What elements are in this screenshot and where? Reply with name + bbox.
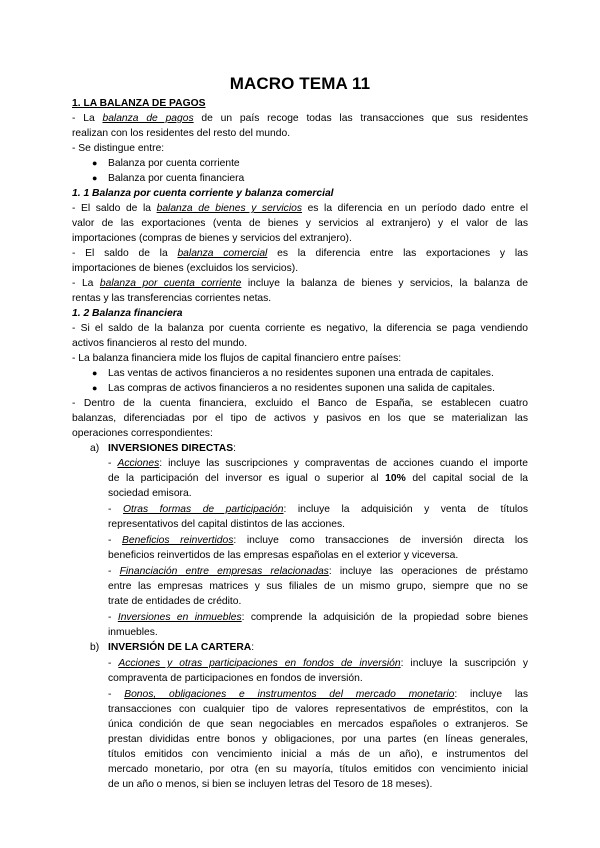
- paragraph-line: activos financieros al resto del mundo.: [72, 338, 248, 349]
- paragraph-line: representativos del capital distintos de las acciones.: [108, 519, 345, 530]
- paragraph-line: - Si el saldo de la balanza por cuenta corriente es negativo, la diferencia se paga vendiendo: [72, 323, 528, 334]
- term-balanza-de-pagos: balanza de pagos: [102, 113, 194, 124]
- list-label-a: a): [90, 443, 100, 454]
- list-label-b: b): [90, 642, 100, 653]
- list-item: Balanza por cuenta financiera: [108, 173, 245, 184]
- paragraph-line: de un año o menos, si bien se incluyen letras del Tesoro de 18 meses).: [108, 779, 433, 790]
- paragraph-line: prestan divididas entre bonos y obligaciones, por una partes (en líneas generales,: [108, 734, 528, 745]
- term-balanza-comercial: balanza comercial: [177, 248, 268, 259]
- document-title: MACRO TEMA 11: [229, 74, 371, 93]
- paragraph-line: operaciones correspondientes:: [72, 428, 213, 439]
- paragraph-line: títulos emitidos con vencimiento inicial a más de un año), e instrumentos del: [108, 749, 528, 760]
- section-heading-balanza-de-pagos: 1. LA BALANZA DE PAGOS: [72, 98, 206, 109]
- paragraph-line: compraventa de participaciones en fondos de inversión.: [108, 673, 363, 684]
- term-otras-formas-participacion: Otras formas de participación: [122, 504, 284, 515]
- term-inversiones-inmuebles: Inversiones en inmuebles: [117, 612, 242, 623]
- paragraph-line: única condición de que sean negociables en mercados españoles o extranjeros. Se: [108, 719, 528, 730]
- paragraph-line: balanzas, diferenciadas por el tipo de activos y pasivos en los que se materializan las: [72, 413, 528, 424]
- paragraph-line: - Se distingue entre:: [72, 143, 165, 154]
- term-acciones: Acciones: [117, 458, 160, 469]
- paragraph-line: - El saldo de la balanza de bienes y servicios es la diferencia en un período dado entre el: [72, 203, 528, 214]
- paragraph-line: trate de entidades de crédito.: [108, 596, 242, 607]
- paragraph-line: beneficios reinvertidos de las empresas españolas en el exterior y viceversa.: [108, 550, 459, 561]
- paragraph-line: - Otras formas de participación: incluye la adquisición y venta de títulos: [108, 504, 528, 515]
- term-balanza-bienes-servicios: balanza de bienes y servicios: [156, 203, 302, 214]
- term-balanza-cuenta-corriente: balanza por cuenta corriente: [99, 278, 242, 289]
- paragraph-line: de la participación del inversor es igual o superior al 10% del capital social de la: [108, 473, 528, 484]
- paragraph-line: realizan con los residentes del resto del mundo.: [72, 128, 291, 139]
- paragraph-line: importaciones (compras de bienes y servicios del extranjero).: [72, 233, 352, 244]
- paragraph-line: transacciones con cualquier tipo de valores representativos de empréstitos, con la: [108, 704, 528, 715]
- list-heading-inversion-cartera: INVERSIÓN DE LA CARTERA:: [108, 642, 255, 653]
- paragraph-line: valor de las exportaciones (venta de bienes y servicios al extranjero) y el valor de las: [72, 218, 528, 229]
- bullet-icon: ●: [92, 368, 98, 378]
- paragraph-line: - Financiación entre empresas relacionadas: incluye las operaciones de préstamo: [108, 566, 529, 577]
- list-item: Las ventas de activos financieros a no residentes suponen una entrada de capitales.: [108, 368, 494, 379]
- bullet-icon: ●: [92, 158, 98, 168]
- paragraph-line: sociedad emisora.: [108, 488, 192, 499]
- term-bonos-obligaciones: Bonos, obligaciones e instrumentos del mercado monetario: [124, 689, 455, 700]
- paragraph-line: inmuebles.: [108, 627, 158, 638]
- term-acciones-fondos-inversion: Acciones y otras participaciones en fondos de inversión: [118, 658, 401, 669]
- list-heading-inversiones-directas: INVERSIONES DIRECTAS:: [108, 443, 236, 454]
- paragraph-line: - La balanza de pagos de un país recoge todas las transacciones que sus residentes: [72, 113, 528, 124]
- bullet-icon: ●: [92, 383, 98, 393]
- paragraph-line: - Acciones y otras participaciones en fondos de inversión: incluye la suscripción y: [108, 658, 529, 669]
- paragraph-line: mercado monetario, por otra (en su mayoría, títulos emitidos con vencimiento inicial: [108, 764, 528, 775]
- paragraph-line: - Beneficios reinvertidos: incluye como transacciones de inversión directa los: [108, 535, 528, 546]
- bullet-icon: ●: [92, 173, 98, 183]
- subsection-heading-balanza-financiera: 1. 2 Balanza financiera: [72, 308, 183, 319]
- list-item: Las compras de activos financieros a no residentes suponen una salida de capitales.: [108, 383, 495, 394]
- term-beneficios-reinvertidos: Beneficios reinvertidos: [122, 535, 234, 546]
- term-financiacion-empresas: Financiación entre empresas relacionadas: [119, 566, 329, 577]
- paragraph-line: - Dentro de la cuenta financiera, excluido el Banco de España, se establecen cuatro: [72, 398, 528, 409]
- subsection-heading-cuenta-corriente: 1. 1 Balanza por cuenta corriente y balanza comercial: [72, 188, 334, 199]
- paragraph-line: - Bonos, obligaciones e instrumentos del mercado monetario: incluye las: [108, 689, 528, 700]
- paragraph-line: - La balanza financiera mide los flujos de capital financiero entre países:: [72, 353, 402, 364]
- paragraph-line: entre las empresas matrices y sus filiales de un mismo grupo, siempre que no se: [108, 581, 528, 592]
- paragraph-line: - La balanza por cuenta corriente incluye la balanza de bienes y servicios, la balanza de: [72, 278, 529, 289]
- paragraph-line: importaciones de bienes (excluidos los servicios).: [72, 263, 299, 274]
- list-item: Balanza por cuenta corriente: [108, 158, 240, 169]
- paragraph-line: - Acciones: incluye las suscripciones y compraventas de acciones cuando el importe: [108, 458, 529, 469]
- paragraph-line: - El saldo de la balanza comercial es la diferencia entre las exportaciones y las: [72, 248, 528, 259]
- paragraph-line: - Inversiones en inmuebles: comprende la adquisición de la propiedad sobre bienes: [108, 612, 529, 623]
- paragraph-line: rentas y las transferencias corrientes netas.: [72, 293, 272, 304]
